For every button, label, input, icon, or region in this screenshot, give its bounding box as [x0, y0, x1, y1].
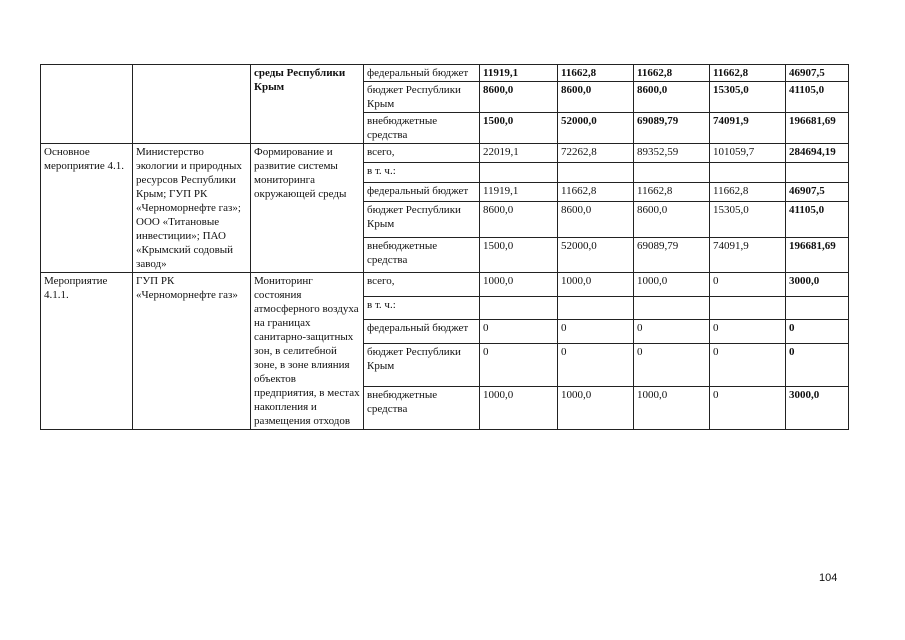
funding-source-cell: бюджет Республики Крым	[364, 82, 480, 113]
executor-cell: ГУП РК «Черноморнефте газ»	[133, 273, 251, 430]
year-value-cell: 101059,7	[710, 144, 786, 163]
year-value-cell: 8600,0	[634, 82, 710, 113]
year-value-cell: 0	[634, 343, 710, 386]
year-value-cell: 74091,9	[710, 113, 786, 144]
year-value-cell: 11919,1	[480, 65, 558, 82]
measure-name-cell	[41, 65, 133, 144]
executor-cell	[133, 65, 251, 144]
year-value-cell	[710, 163, 786, 182]
year-value-cell	[480, 296, 558, 320]
year-value-cell: 74091,9	[710, 237, 786, 272]
funding-source-cell: федеральный бюджет	[364, 65, 480, 82]
funding-source-cell: федеральный бюджет	[364, 320, 480, 344]
year-value-cell: 11919,1	[480, 182, 558, 201]
page-number: 104	[819, 572, 838, 584]
year-value-cell	[558, 296, 634, 320]
table-row	[41, 65, 849, 82]
table-row	[41, 273, 849, 297]
year-value-cell	[710, 296, 786, 320]
year-value-cell: 89352,59	[634, 144, 710, 163]
year-value-cell	[634, 163, 710, 182]
year-value-cell: 1000,0	[558, 386, 634, 429]
year-value-cell: 1000,0	[634, 273, 710, 297]
funding-source-cell: бюджет Республики Крым	[364, 202, 480, 237]
year-value-cell: 0	[558, 343, 634, 386]
year-value-cell	[558, 163, 634, 182]
total-value-cell: 196681,69	[786, 113, 849, 144]
year-value-cell: 0	[710, 343, 786, 386]
description-cell: Мониторинг состояния атмосферного воздуха на границах санитарно-защитных зон, в селитебной зоне, в зоне влияния объектов предприятия, в местах накопления и размещения отходов	[251, 273, 364, 430]
funding-source-cell: в т. ч.:	[364, 163, 480, 182]
year-value-cell: 52000,0	[558, 113, 634, 144]
funding-table	[40, 64, 849, 430]
table-row	[41, 144, 849, 163]
year-value-cell: 1500,0	[480, 113, 558, 144]
year-value-cell: 11662,8	[634, 65, 710, 82]
measure-name-cell: Основное мероприятие 4.1.	[41, 144, 133, 273]
year-value-cell: 72262,8	[558, 144, 634, 163]
year-value-cell: 1000,0	[634, 386, 710, 429]
measure-name-cell: Мероприятие 4.1.1.	[41, 273, 133, 430]
year-value-cell: 0	[710, 386, 786, 429]
year-value-cell	[634, 296, 710, 320]
year-value-cell: 8600,0	[480, 202, 558, 237]
description-cell: Формирование и развитие системы мониторинга окружающей среды	[251, 144, 364, 273]
funding-source-cell: внебюджетные средства	[364, 113, 480, 144]
year-value-cell: 1500,0	[480, 237, 558, 272]
total-value-cell: 0	[786, 320, 849, 344]
total-value-cell: 284694,19	[786, 144, 849, 163]
year-value-cell: 0	[710, 320, 786, 344]
year-value-cell: 1000,0	[558, 273, 634, 297]
total-value-cell: 46907,5	[786, 65, 849, 82]
year-value-cell: 15305,0	[710, 82, 786, 113]
year-value-cell	[480, 163, 558, 182]
total-value-cell: 196681,69	[786, 237, 849, 272]
year-value-cell: 15305,0	[710, 202, 786, 237]
total-value-cell	[786, 163, 849, 182]
year-value-cell: 11662,8	[634, 182, 710, 201]
total-value-cell: 3000,0	[786, 273, 849, 297]
table-body	[41, 65, 849, 430]
year-value-cell: 1000,0	[480, 386, 558, 429]
year-value-cell: 0	[558, 320, 634, 344]
year-value-cell: 8600,0	[480, 82, 558, 113]
year-value-cell: 52000,0	[558, 237, 634, 272]
total-value-cell: 3000,0	[786, 386, 849, 429]
total-value-cell: 0	[786, 343, 849, 386]
year-value-cell: 22019,1	[480, 144, 558, 163]
total-value-cell: 41105,0	[786, 202, 849, 237]
year-value-cell: 11662,8	[710, 65, 786, 82]
funding-source-cell: федеральный бюджет	[364, 182, 480, 201]
funding-source-cell: бюджет Республики Крым	[364, 343, 480, 386]
total-value-cell	[786, 296, 849, 320]
year-value-cell: 0	[480, 320, 558, 344]
year-value-cell: 69089,79	[634, 113, 710, 144]
year-value-cell: 0	[634, 320, 710, 344]
description-cell: среды Республики Крым	[251, 65, 364, 144]
funding-source-cell: всего,	[364, 144, 480, 163]
total-value-cell: 46907,5	[786, 182, 849, 201]
year-value-cell: 8600,0	[634, 202, 710, 237]
total-value-cell: 41105,0	[786, 82, 849, 113]
funding-source-cell: в т. ч.:	[364, 296, 480, 320]
year-value-cell: 11662,8	[558, 182, 634, 201]
year-value-cell: 0	[710, 273, 786, 297]
year-value-cell: 0	[480, 343, 558, 386]
year-value-cell: 1000,0	[480, 273, 558, 297]
year-value-cell: 11662,8	[558, 65, 634, 82]
year-value-cell: 8600,0	[558, 202, 634, 237]
year-value-cell: 8600,0	[558, 82, 634, 113]
funding-source-cell: внебюджетные средства	[364, 386, 480, 429]
funding-source-cell: внебюджетные средства	[364, 237, 480, 272]
funding-source-cell: всего,	[364, 273, 480, 297]
executor-cell: Министерство экологии и природных ресурсов Республики Крым; ГУП РК «Черноморнефте газ»; ООО «Титановые инвестиции»; ПАО «Крымский содовый завод»	[133, 144, 251, 273]
year-value-cell: 69089,79	[634, 237, 710, 272]
year-value-cell: 11662,8	[710, 182, 786, 201]
